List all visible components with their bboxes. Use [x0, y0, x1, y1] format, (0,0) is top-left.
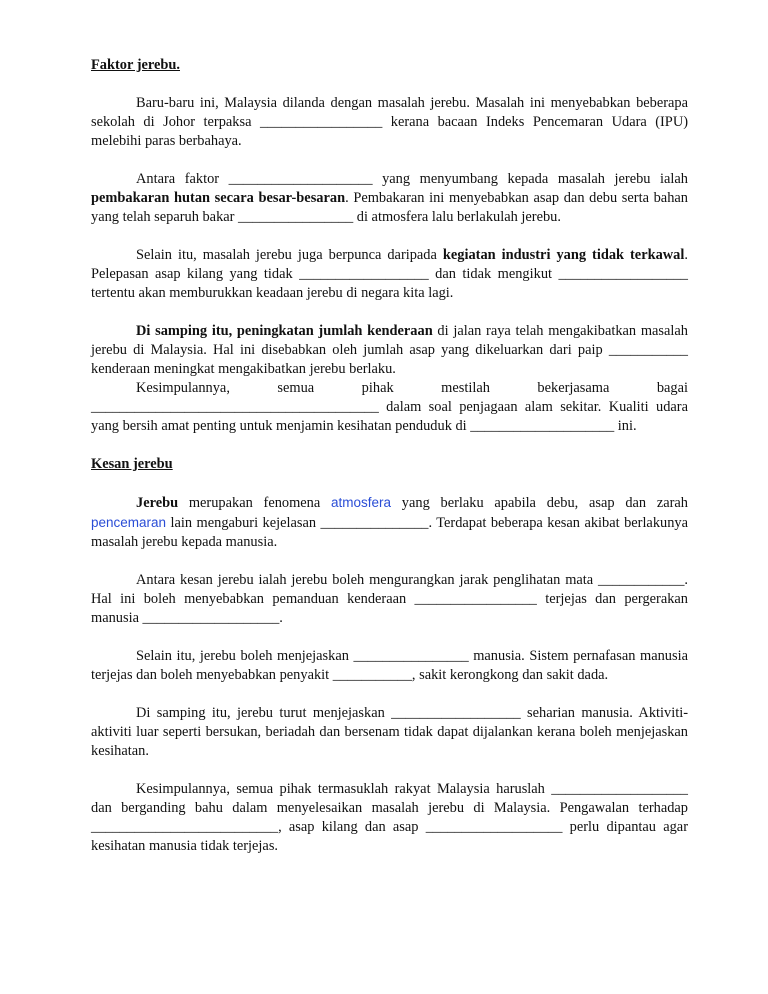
spacer — [91, 227, 688, 246]
spacer — [91, 628, 688, 647]
paragraph-faktor-2 — [91, 170, 688, 227]
paragraph-kesan-4: Di samping itu, jerebu turut menjejaskan __________________ seharian manusia. Aktiviti-aktiviti luar seperti bersukan, beriadah dan bersenam tidak dapat dijalankan kerana boleh menjejaskan kesihatan. — [91, 705, 688, 759]
paragraph-faktor-3 — [91, 246, 688, 303]
text-run: yang berlaku apabila debu, asap dan zarah — [391, 495, 688, 511]
spacer — [91, 685, 688, 704]
bold-phrase: Di samping itu, peningkatan jumlah kenderaan — [136, 323, 433, 339]
spacer — [91, 303, 688, 322]
spacer — [91, 552, 688, 571]
text-run: lain mengaburi kejelasan _______________. Terdapat beberapa kesan akibat berlakunya masalah jerebu kepada manusia. — [91, 515, 688, 550]
paragraph-kesan-2: Antara kesan jerebu ialah jerebu boleh mengurangkan jarak penglihatan mata ____________. Hal ini boleh menyebabkan pemanduan kenderaan _________________ terjejas dan pergerakan manusia ___________________. — [91, 572, 688, 626]
paragraph-kesan-5: Kesimpulannya, semua pihak termasuklah rakyat Malaysia haruslah ___________________ dan berganding bahu dalam menyelesaikan masalah jerebu di Malaysia. Pengawalan terhadap __________________________, asap kilang dan asap ___________________ perlu dipantau agar kesihatan manusia tidak terjejas. — [91, 781, 688, 854]
text-run: di jalan raya telah mengakibatkan masalah jerebu di Malaysia. Hal ini disebabkan oleh jumlah asap yang dikeluarkan dari paip ___________ kenderaan meningkat mengakibatkan jerebu berlaku. — [91, 323, 688, 377]
text-run: merupakan fenomena — [178, 495, 332, 511]
bold-phrase: pembakaran hutan secara besar-besaran — [91, 190, 346, 206]
paragraph-faktor-4 — [91, 322, 688, 379]
paragraph-kesan-3: Selain itu, jerebu boleh menjejaskan ________________ manusia. Sistem pernafasan manusia terjejas dan boleh menyebabkan penyakit ___________, sakit kerongkong dan sakit dada. — [91, 648, 688, 683]
pencemaran-link[interactable]: pencemaran — [91, 515, 167, 530]
spacer — [91, 761, 688, 780]
spacer — [91, 474, 688, 493]
atmosfera-link[interactable]: atmosfera — [331, 495, 392, 510]
text-run: . Pelepasan asap kilang yang tidak __________________ dan tidak mengikut __________________ tertentu akan memburukkan keadaan jerebu di negara kita lagi. — [91, 247, 688, 301]
spacer — [91, 151, 688, 170]
text-run: Selain itu, masalah jerebu juga berpunca daripada — [136, 247, 443, 263]
spacer — [91, 436, 688, 455]
paragraph-faktor-5: Kesimpulannya, semua pihak mestilah bekerjasama bagai ________________________________________ dalam soal penjagaan alam sekitar. Kualiti udara yang bersih amat penting untuk menjamin kesihatan penduduk di ____________________ ini. — [91, 380, 688, 434]
bold-phrase: kegiatan industri yang tidak terkawal — [442, 247, 685, 263]
document-page — [91, 56, 688, 856]
text-run: . Pembakaran ini menyebabkan asap dan debu serta bahan yang telah separuh bakar ________________ di atmosfera lalu berlakulah jerebu. — [91, 190, 688, 225]
spacer — [91, 75, 688, 94]
section-heading-kesan: Kesan jerebu — [91, 456, 173, 472]
paragraph-faktor-1: Baru-baru ini, Malaysia dilanda dengan masalah jerebu. Masalah ini menyebabkan beberapa sekolah di Johor terpaksa _________________ kerana bacaan Indeks Pencemaran Udara (IPU) melebihi paras berbahaya. — [91, 95, 688, 149]
section-heading-faktor: Faktor jerebu. — [91, 57, 180, 73]
bold-phrase: Jerebu — [136, 495, 179, 511]
text-run: Antara faktor ____________________ yang menyumbang kepada masalah jerebu ialah — [136, 171, 688, 187]
paragraph-kesan-1 — [91, 493, 688, 552]
